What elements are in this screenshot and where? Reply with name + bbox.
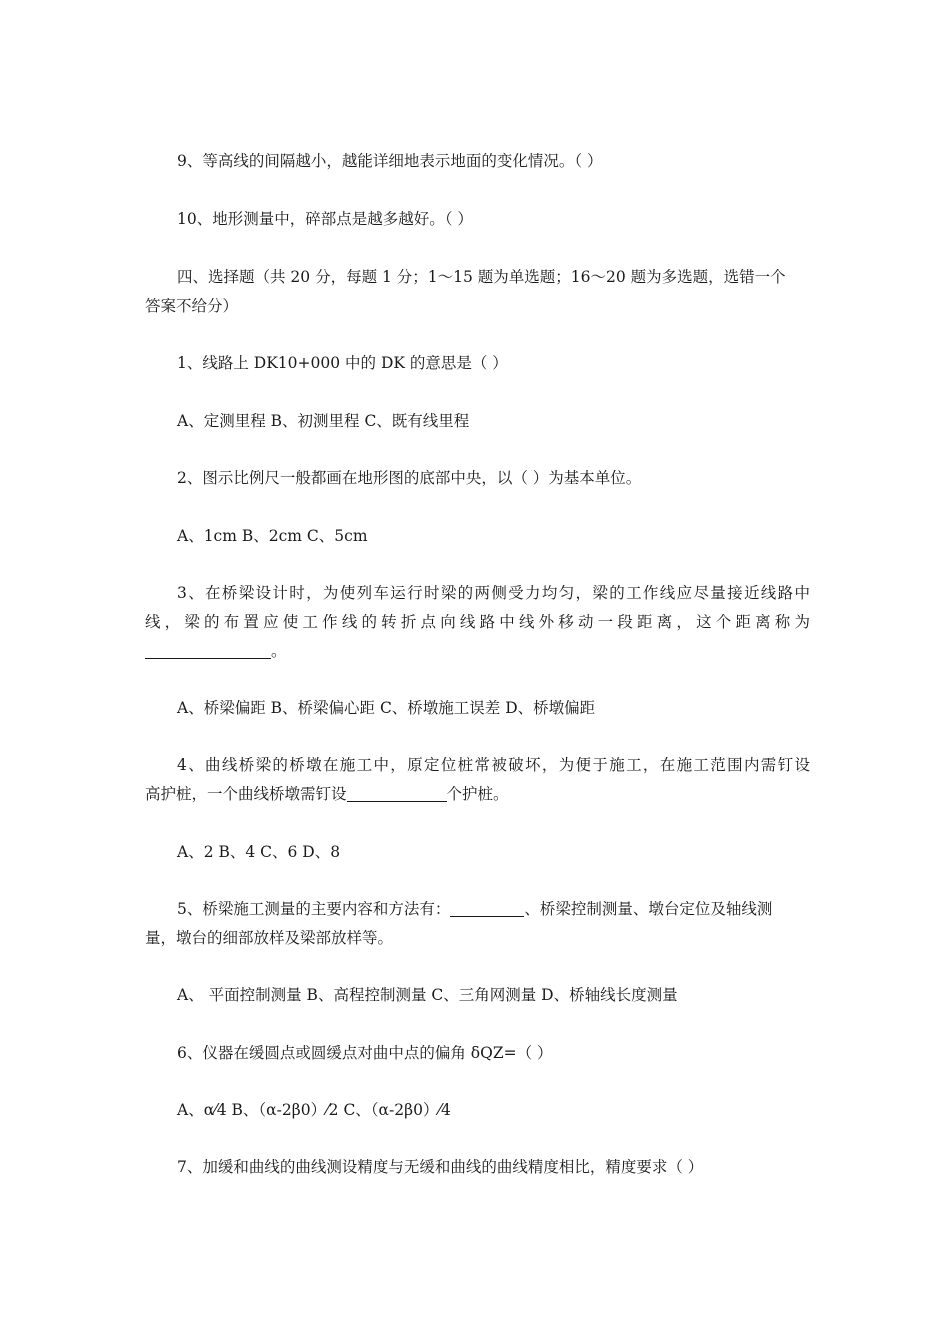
choice-question-1: 1、线路上 DK10+000 中的 DK 的意思是（ ） <box>177 354 508 372</box>
choice-question-7: 7、加缓和曲线的曲线测设精度与无缓和曲线的曲线精度相比，精度要求（ ） <box>177 1158 704 1176</box>
choice-question-2-options: A、1cm B、2cm C、5cm <box>177 527 368 545</box>
choice-question-5-options: A、 平面控制测量 B、高程控制测量 C、三角网测量 D、桥轴线长度测量 <box>177 986 678 1004</box>
answer-blank <box>347 785 447 802</box>
choice-question-2: 2、图示比例尺一般都画在地形图的底部中央，以（ ）为基本单位。 <box>177 469 642 487</box>
choice-question-4-line-2 <box>145 780 810 809</box>
choice-question-3-line-2: 线，梁的布置应使工作线的转折点向线路中线外移动一段距离，这个距离称为 <box>145 613 810 631</box>
choice-question-1-options: A、定测里程 B、初测里程 C、既有线里程 <box>177 412 470 430</box>
choice-question-5-line-1 <box>145 895 810 924</box>
choice-question-5-line-1-post: 、桥梁控制测量、墩台定位及轴线测 <box>524 900 773 918</box>
section-heading-line-2: 答案不给分） <box>145 297 239 315</box>
choice-question-3-options: A、桥梁偏距 B、桥梁偏心距 C、桥墩施工误差 D、桥墩偏距 <box>177 699 596 717</box>
choice-question-6: 6、仪器在缓圆点或圆缓点对曲中点的偏角 δQZ=（ ） <box>177 1044 553 1062</box>
choice-question-5-line-1-pre: 5、桥梁施工测量的主要内容和方法有： <box>177 900 451 918</box>
choice-question-4-line-2-pre: 高护桩，一个曲线桥墩需钉设 <box>145 785 347 803</box>
choice-question-4-options: A、2 B、4 C、6 D、8 <box>177 843 341 861</box>
question-9: 9、等高线的间隔越小，越能详细地表示地面的变化情况。（ ） <box>177 152 603 170</box>
section-heading-line-1: 四、选择题（共 20 分，每题 1 分；1～15 题为单选题；16～20 题为多选题，选错一个 <box>177 268 786 286</box>
choice-question-3-line-3 <box>145 637 810 666</box>
question-10: 10、地形测量中，碎部点是越多越好。（ ） <box>177 210 473 228</box>
answer-blank <box>145 642 271 659</box>
choice-question-4-line-1: 4、曲线桥梁的桥墩在施工中，原定位桩常被破坏，为便于施工，在施工范围内需钉设 <box>177 756 810 774</box>
choice-question-5-line-2: 量，墩台的细部放样及梁部放样等。 <box>145 929 394 947</box>
choice-question-3-end: 。 <box>271 642 287 660</box>
answer-blank <box>450 900 524 917</box>
choice-question-6-options: A、α⁄4 B、（α-2β0）⁄2 C、（α-2β0）⁄4 <box>177 1101 451 1119</box>
choice-question-4-line-2-post: 个护桩。 <box>446 785 509 803</box>
choice-question-3-line-1: 3、在桥梁设计时，为使列车运行时梁的两侧受力均匀，梁的工作线应尽量接近线路中 <box>177 584 810 602</box>
